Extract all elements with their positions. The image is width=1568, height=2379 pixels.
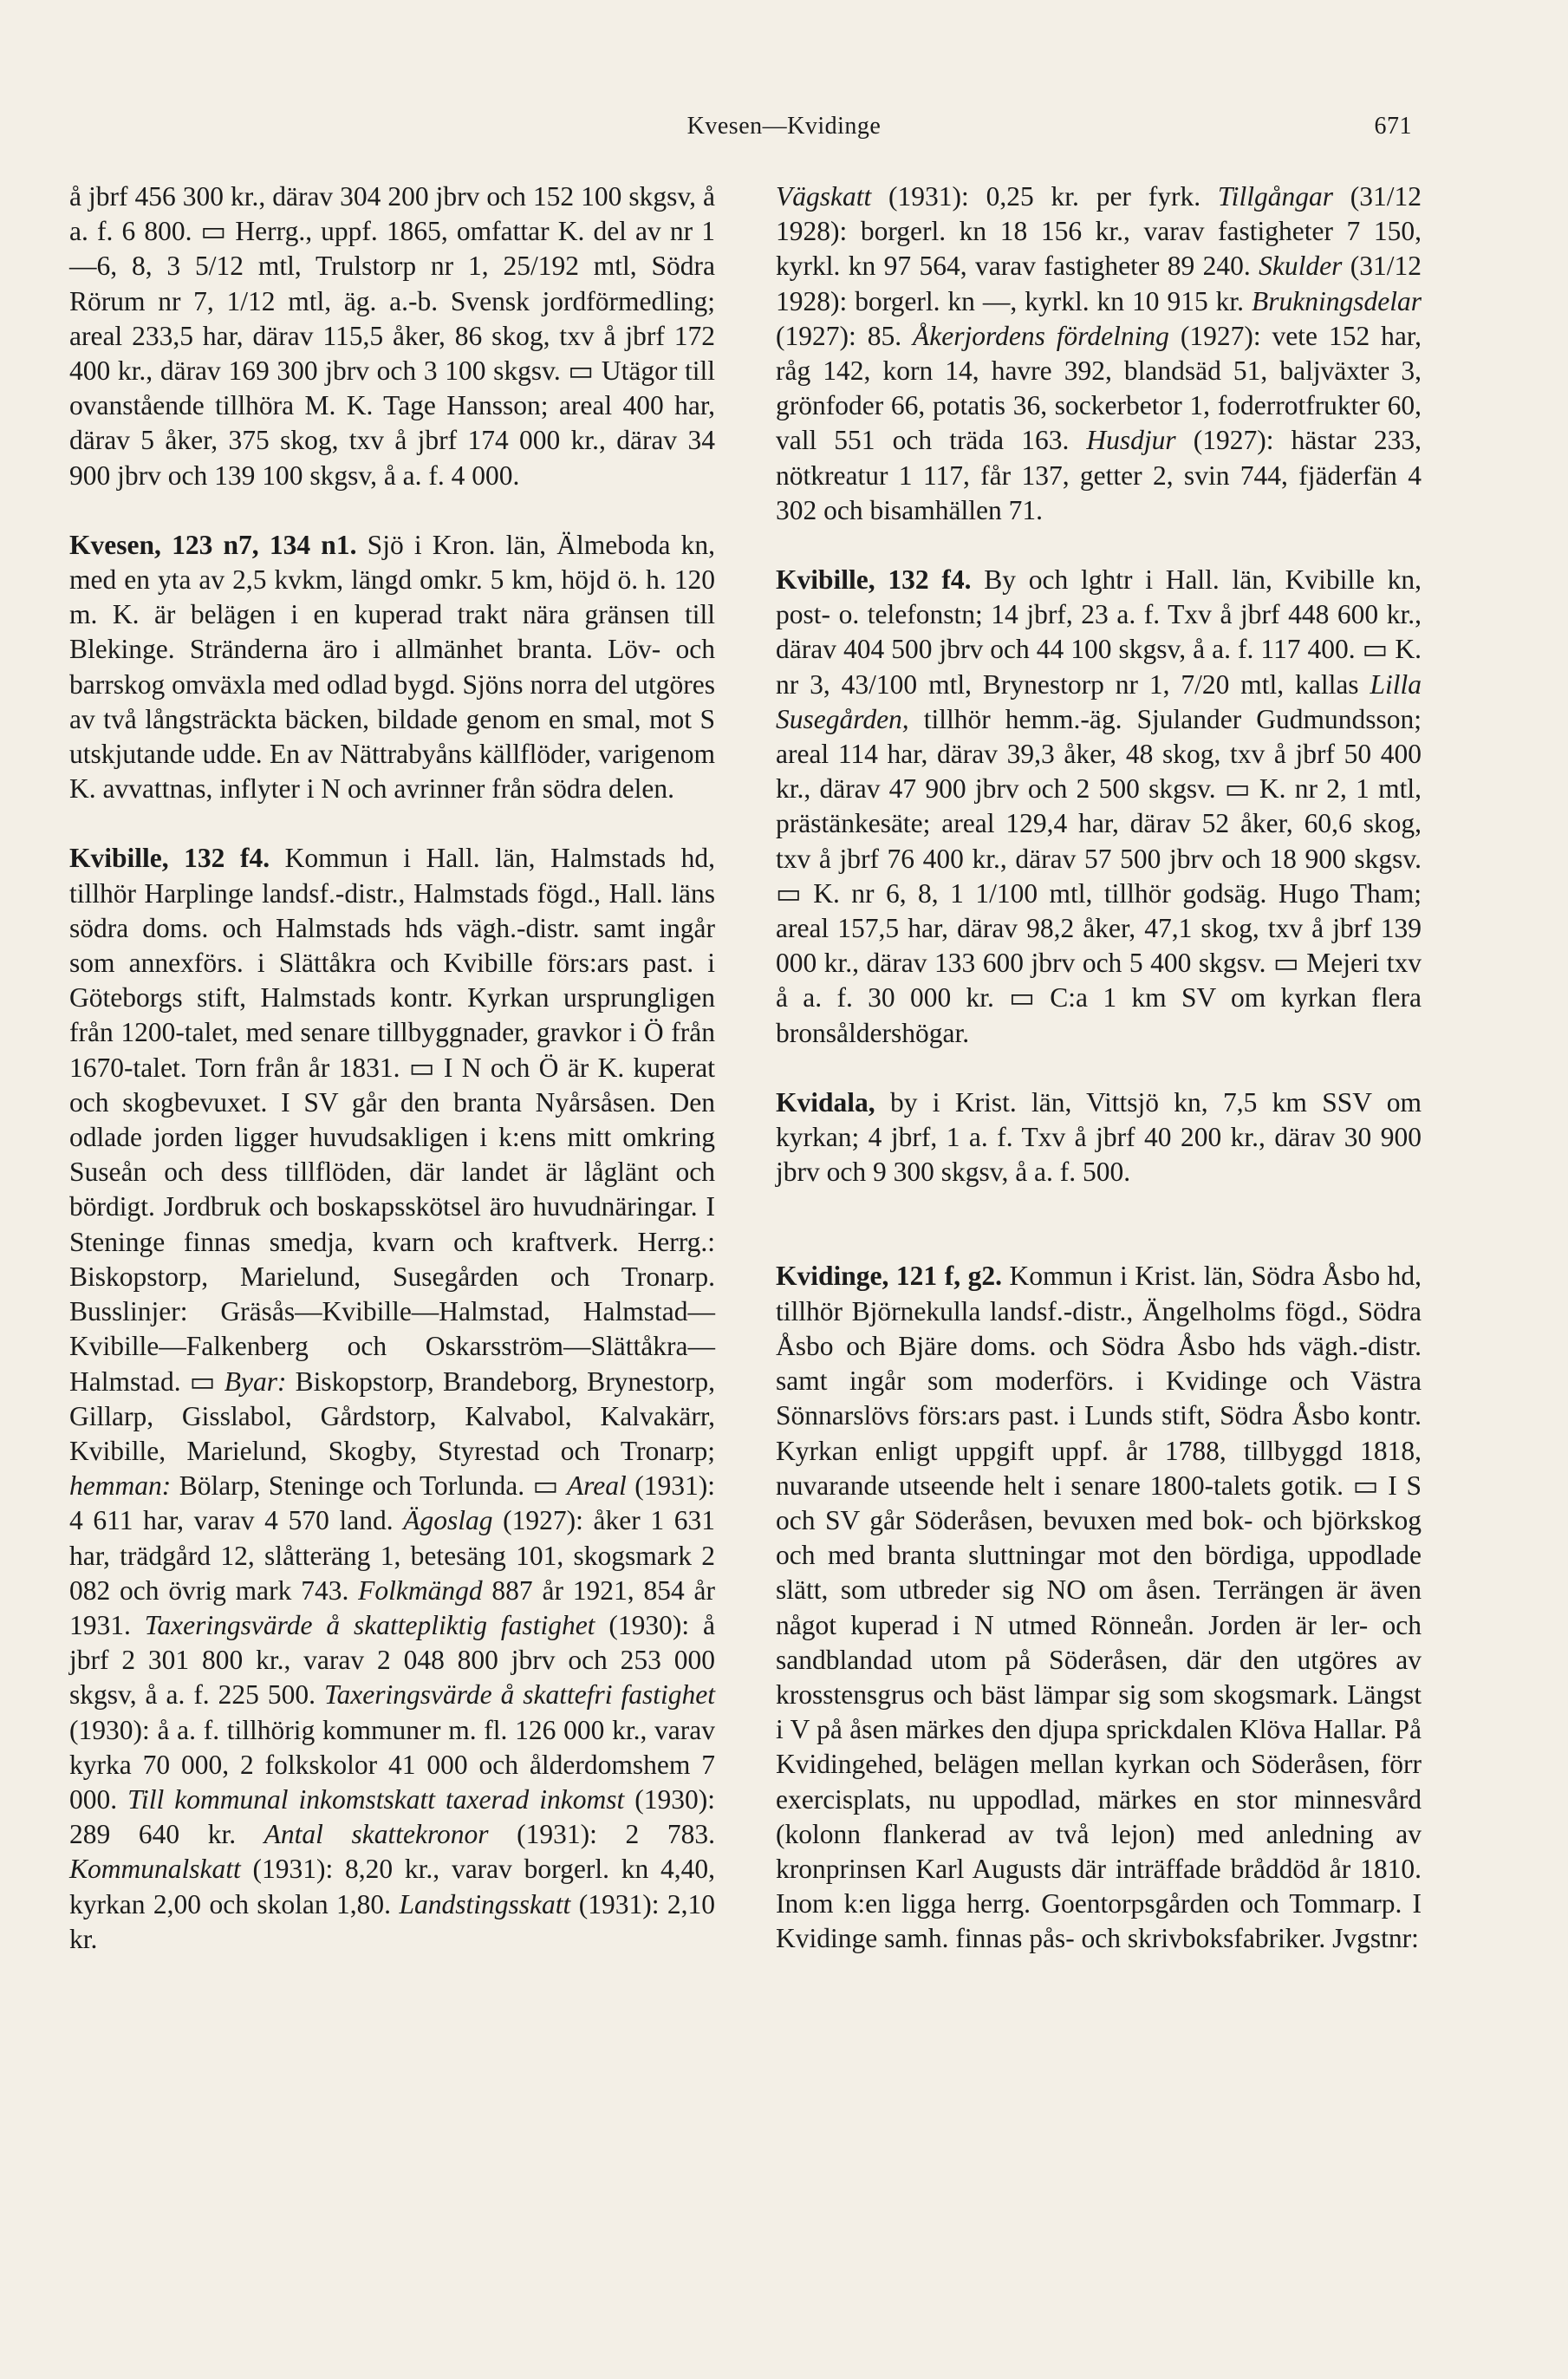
italic-label: Kommunalskatt (69, 1854, 241, 1885)
italic-label: Husdjur (1086, 425, 1176, 456)
entry-body: (1931): 2 783. (488, 1819, 715, 1850)
entry-body: 887 år 1921, 854 år 1931. (69, 1574, 715, 1640)
entry-body: (1930): 289 640 kr. (69, 1783, 716, 1850)
italic-label: Lilla Susegården, (776, 668, 1422, 734)
running-head-title: Kvesen—Kvidinge (686, 113, 882, 140)
entry-headword: Kvibille, 132 f4. (776, 564, 972, 596)
entry-body: (31/12 1928): borgerl. kn —, kyrkl. kn 10 915 kr. (776, 251, 1422, 316)
italic-label: Ägoslag (403, 1505, 493, 1536)
entry-body: (1931): 8,20 kr., varav borgerl. kn 4,40, kyrkan 2,00 och skolan 1,80. (69, 1854, 715, 1919)
italic-label: hemman: (69, 1470, 172, 1502)
italic-label: Åkerjordens fördelning (913, 320, 1169, 351)
entry-kvesen (69, 528, 715, 807)
italic-label: Areal (566, 1470, 627, 1502)
entry-body: (1931): 0,25 kr. per fyrk. (871, 181, 1218, 212)
entry-kvibille-kommun (69, 841, 715, 1957)
italic-label: Antal skattekronor (264, 1819, 489, 1850)
entry-body: (31/12 1928): borgerl. kn 18 156 kr., varav fastigheter 7 150, kyrkl. kn 97 564, varav fastigheter 89 240. (776, 181, 1422, 282)
entry-body: by i Krist. län, Vittsjö kn, 7,5 km SSV om kyrkan; 4 jbrf, 1 a. f. Txv å jbrf 40 200 kr., därav 30 900 jbrv och 9 300 skgsv, å a. f. 500. (776, 1086, 1422, 1188)
italic-label: Skulder (1259, 251, 1343, 282)
italic-label: Folkmängd (358, 1574, 483, 1606)
entry-body: (1927): åker 1 631 har, trädgård 12, slåtteräng 1, betesäng 101, skogsmark 2 082 och övrig mark 743. (69, 1505, 716, 1606)
italic-label: Taxeringsvärde å skattefri fastighet (323, 1679, 715, 1711)
paragraph-continued (776, 179, 1422, 528)
italic-label: Taxeringsvärde å skattepliktig fastighet (144, 1609, 595, 1640)
entry-body: (1927): hästar 233, nötkreatur 1 117, får 137, getter 2, svin 744, fjäderfän 4 302 och bisamhällen 71. (776, 425, 1422, 525)
entry-body: (1930): å a. f. tillhörig kommuner m. fl. 126 000 kr., varav kyrka 70 000, 2 folkskolor 41 000 och ålderdomshem 7 000. (69, 1714, 715, 1815)
italic-label: Till kommunal inkomstskatt taxerad inkomst (127, 1783, 625, 1815)
page-number: 671 (1374, 113, 1412, 140)
paragraph-continued: å jbrf 456 300 kr., därav 304 200 jbrv och 152 100 skgsv, å a. f. 6 800. ▭ Herrg., uppf. 1865, omfattar K. del av nr 1—6, 8, 3 5/12 mtl, Trulstorp nr 1, 25/192 mtl, Södra Rörum nr 7, 1/12 mtl, äg. a.-b. Svensk jordförmedling; areal 233,5 har, därav 115,5 åker, 86 skog, txv å jbrf 172 400 kr., därav 169 300 jbrv och 3 100 skgsv. ▭ Utägor till ovanstående tillhöra M. K. Tage Hansson; areal 400 har, därav 5 åker, 375 skog, txv å jbrf 174 000 kr., därav 34 900 jbrv och 139 100 skgsv, å a. f. 4 000. (69, 181, 715, 491)
entry-body: Biskopstorp, Brandeborg, Brynestorp, Gillarp, Gisslabol, Gårdstorp, Kalvabol, Kalvakärr, Kvibille, Marielund, Skogby, Styrestad och Tronarp; (69, 1365, 715, 1466)
entry-body: tillhör hemm.-äg. Sjulander Gudmundsson; areal 114 har, därav 39,3 åker, 48 skog, txv å jbrf 50 400 kr., därav 47 900 jbrv och 2 500 skgsv. ▭ K. nr 2, 1 mtl, prästänkesäte; areal 129,4 har, därav 52 åker, 60,6 skog, txv å jbrf 76 400 kr., därav 57 500 jbrv och 18 900 skgsv. ▭ K. nr 6, 8, 1 1/100 mtl, tillhör godsäg. Hugo Tham; areal 157,5 har, därav 98,2 åker, 47,1 skog, txv å jbrf 139 000 kr., därav 133 600 jbrv och 5 400 skgsv. ▭ Mejeri txv å a. f. 30 000 kr. ▭ C:a 1 km SV om kyrkan flera bronsåldershögar. (776, 703, 1422, 1048)
italic-label: Landstingsskatt (399, 1888, 571, 1919)
entry-body: (1927): 85. (776, 320, 914, 351)
right-column (776, 179, 1422, 1957)
entry-kvidala (776, 1085, 1422, 1190)
italic-label: Vägskatt (776, 181, 872, 212)
entry-headword: Kvibille, 132 f4. (69, 843, 270, 874)
entry-headword: Kvidinge, 121 f, g2. (776, 1261, 1002, 1292)
entry-body: Kommun i Hall. län, Halmstads hd, tillhör Harplinge landsf.-distr., Halmstads fögd., Hall. läns södra doms. och Halmstads hds vägh.-distr. samt ingår som annexförs. i Slättåkra och Kvibille förs:ars past. i Göteborgs stift, Halmstads kontr. Kyrkan ursprungligen från 1200-talet, med senare tillbyggnader, gravkor i Ö från 1670-talet. Torn från år 1831. ▭ I N och Ö är K. kuperat och skogbevuxet. I SV går den branta Nyårsåsen. Den odlade jorden ligger huvudsakligen i k:ens mitt omkring Suseån och dess tillflöden, där landet är låglänt och bördigt. Jordbruk och boskapsskötsel äro huvudnäringar. I Steninge finnas smedja, kvarn och kraftverk. Herrg.: Biskopstorp, Marielund, Susegården och Tronarp. Busslinjer: Gräsås—Kvibille—Halmstad, Halmstad—Kvibille—Falkenberg och Oskarsström—Slättåkra—Halmstad. ▭ (69, 843, 716, 1397)
entry-headword: Kvesen, 123 n7, 134 n1. (69, 529, 357, 560)
entry-body: (1930): å jbrf 2 301 800 kr., varav 2 048 800 jbrv och 253 000 skgsv, å a. f. 225 500. (69, 1609, 715, 1711)
entry-kvibille-by (776, 563, 1422, 1051)
entry-body: Sjö i Kron. län, Älmeboda kn, med en yta av 2,5 kvkm, längd omkr. 5 km, höjd ö. h. 120 m. K. är belägen i en kuperad trakt nära gränsen till Blekinge. Stränderna äro i allmänhet branta. Löv- och barrskog omväxla med odlad bygd. Sjöns norra del utgöres av två långsträckta bäcken, bildade genom en smal, mot S utskjutande udde. En av Nättrabyåns källflöder, varigenom K. avvattnas, inflyter i N och avrinner från södra delen. (69, 529, 716, 805)
italic-label: Tillgångar (1217, 181, 1333, 212)
entry-body: (1927): vete 152 har, råg 142, korn 14, havre 392, blandsäd 51, baljväxter 3, grönfoder 66, potatis 36, sockerbetor 1, foderrotfrukter 60, vall 551 och träda 163. (776, 320, 1422, 456)
running-head (0, 113, 1568, 147)
entry-body: By och lghtr i Hall. län, Kvibille kn, post- o. telefonstn; 14 jbrf, 23 a. f. Txv å jbrf 448 600 kr., därav 404 500 jbrv och 44 100 skgsv, å a. f. 117 400. ▭ K. nr 3, 43/100 mtl, Brynestorp nr 1, 7/20 mtl, kallas (776, 564, 1422, 700)
entry-body: Kommun i Krist. län, Södra Åsbo hd, tillhör Björnekulla landsf.-distr., Ängelholms fögd., Södra Åsbo och Bjäre doms. och Södra Åsbo hds vägh.-distr. samt ingår som moderförs. i Kvidinge och Västra Sönnarslövs förs:ars past. i Lunds stift, Södra Åsbo kontr. Kyrkan enligt uppgift uppf. år 1788, tillbyggd 1818, nuvarande utseende helt i senare 1800-talets gotik. ▭ I S och SV går Söderåsen, bevuxen med bok- och björkskog och med branta sluttningar mot den bördiga, uppodlade slätt, som utbreder sig NO om åsen. Terrängen är även något kuperad i N utmed Rönneån. Jorden är ler- och sandblandad utom på Söderåsen, där den utgöres av krosstensgrus och bäst lämpar sig som skogsmark. Längst i V på åsen märkes den djupa sprickdalen Klöva Hallar. På Kvidingehed, belägen mellan kyrkan och Söderåsen, förr exercisplats, nu uppodlad, märkes en stor minnesvård (kolonn flankerad av två lejon) med anledning av kronprinsen Karl Augusts där inträffade bråddöd år 1810. Inom k:en ligga herrg. Goentorpsgården och Tommarp. I Kvidinge samh. finnas pås- och skrivboksfabriker. Jvgstnr: (776, 1261, 1422, 1954)
entry-body: (1931): 2,10 kr. (69, 1888, 715, 1954)
left-column (69, 179, 715, 1957)
entry-headword: Kvidala, (776, 1086, 875, 1118)
entry-kvidinge (776, 1259, 1422, 1956)
entry-body: (1931): 4 611 har, varav 4 570 land. (69, 1470, 716, 1536)
entry-body: Bölarp, Steninge och Torlunda. ▭ (171, 1470, 567, 1502)
italic-label: Brukningsdelar (1252, 285, 1422, 316)
italic-label: Byar: (224, 1365, 287, 1397)
